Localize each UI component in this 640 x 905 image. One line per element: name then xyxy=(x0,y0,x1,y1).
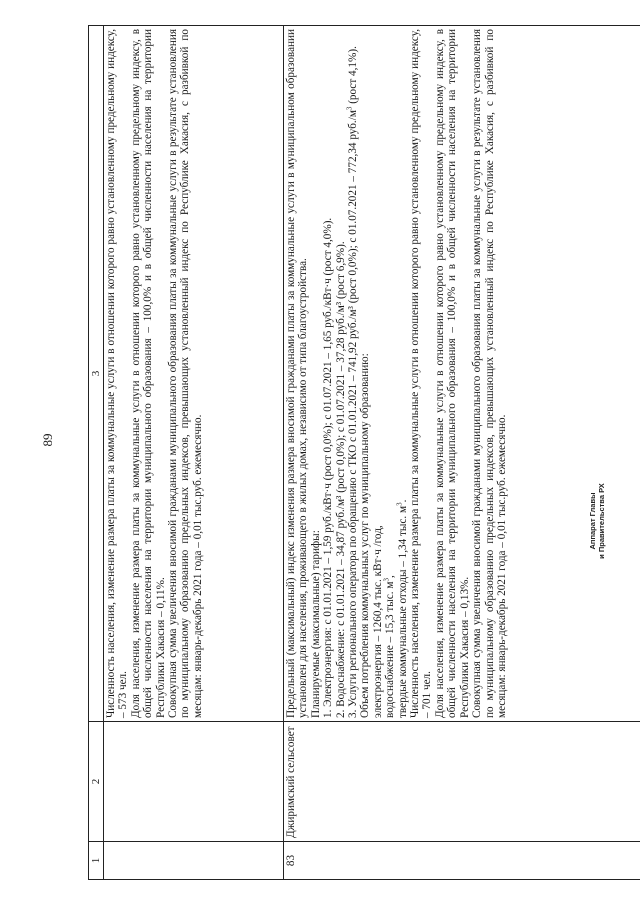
volume-water-main: водоснабжение – 15,3 тыс. м xyxy=(384,581,397,718)
header-col-3: 3 xyxy=(89,26,104,722)
municipality-cell: Джиримский сельсовет xyxy=(284,722,640,842)
row-number-cell: 83 xyxy=(284,842,640,880)
index-intro-text: Предельный (максимальный) индекс изменения размера вносимой гражданами платы за коммунальные услуги в муниципальном образовании установлен для населения, проживающего в жилых домах, независимо от типа благоустройства. xyxy=(285,29,310,718)
volume-waste xyxy=(394,29,409,718)
row-content-cell xyxy=(284,26,640,722)
volume-waste-main: твердые коммунальные отходы – 1,34 тыс. м xyxy=(396,505,409,718)
volume-electricity: электроэнергия – 1260,4 тыс. кВт·ч /год, xyxy=(371,525,384,718)
volume-water xyxy=(384,29,396,718)
header-col-1: 1 xyxy=(89,842,104,880)
volume-water-tail: , xyxy=(384,575,397,579)
sum-text: Совокупная сумма увеличения вносимой гражданами муниципального образования платы за коммунальные услуги в результате установления по муниципальному образованию предельных индексов, превышающих установленный индекс по Республике Хакасия, с разбивкой по месяцам: январь-декабрь 2021 года – 0,01 тыс.руб. ежемесячно. xyxy=(167,29,204,718)
organization-stamp xyxy=(588,476,606,566)
volume-waste-tail: . xyxy=(396,499,409,503)
row-number-cell xyxy=(104,842,284,880)
stamp-line-2: и Правительства РХ xyxy=(597,483,606,559)
tariff-table xyxy=(88,25,640,880)
superscript: 3 xyxy=(382,578,391,582)
table-row-continuation xyxy=(104,26,284,880)
tariff-waste-main: 3. Услуги регионального оператора по обращению с ТКО с 01.01.2021 – 741,92 руб./м³ (рост 0,0%); с 01.07.2021 – 772,34 руб./м xyxy=(347,110,360,718)
share-text: Доля населения, изменение размера платы за коммунальные услуги в отношении которого равно установленному предельному индексу, в общей численности населения на территории муниципального образования – 100,0% и в общей численности населения на территории Республики Хакасия – 0,13%. xyxy=(433,29,471,718)
tariff-waste-tail: (рост 4,1%). xyxy=(347,46,360,107)
tariff-water: 2. Водоснабжение: с 01.01.2021 – 34,87 руб./м³ (рост 0,0%); с 01.07.2021 – 37,28 руб./м³ (рост 6,9%). xyxy=(334,241,347,718)
population-text: Численность населения, изменение размера платы за коммунальные услуги в отношении которого равно установленному предельному индексу, – 573 чел. xyxy=(105,29,130,718)
page-number: 89 xyxy=(40,433,55,447)
superscript: 3 xyxy=(345,106,354,111)
row-content-cell xyxy=(104,26,284,722)
tariff-electricity: 1. Электроэнергия: с 01.01.2021 – 1,59 руб./кВт·ч (рост 0,0%); с 01.07.2021 – 1,65 руб./кВт·ч (рост 4,0%). xyxy=(322,217,335,718)
municipality-cell xyxy=(104,722,284,842)
population-text: Численность населения, изменение размера платы за коммунальные услуги в отношении которого равно установленному предельному индексу, – 701 чел. xyxy=(409,29,434,718)
header-col-2: 2 xyxy=(89,722,104,842)
tariffs-title: Планируемые (максимальные) тарифы: xyxy=(309,530,322,718)
rotated-content xyxy=(88,25,640,880)
volume-title: Объем потребления коммунальных услуг по муниципальному образованию: xyxy=(359,353,372,718)
tariff-waste xyxy=(347,29,359,718)
sum-text: Совокупная сумма увеличения вносимой гражданами муниципального образования платы за коммунальные услуги в результате установления по муниципальному образованию предельных индексов, превышающих установленный индекс по Республике Хакасия, с разбивкой по месяцам: январь-декабрь 2021 года – 0,01 тыс.руб. ежемесячно. xyxy=(471,29,508,718)
share-text: Доля населения, изменение размера платы за коммунальные услуги в отношении которого равно установленному предельному индексу, в общей численности населения на территории муниципального образования – 100,0% и в общей численности населения на территории Республики Хакасия – 0,11%. xyxy=(129,29,167,718)
stamp-line-1: Аппарат Главы xyxy=(588,492,597,550)
table-header-row xyxy=(89,26,104,880)
table-row xyxy=(284,26,640,880)
superscript: 3 xyxy=(394,502,403,506)
